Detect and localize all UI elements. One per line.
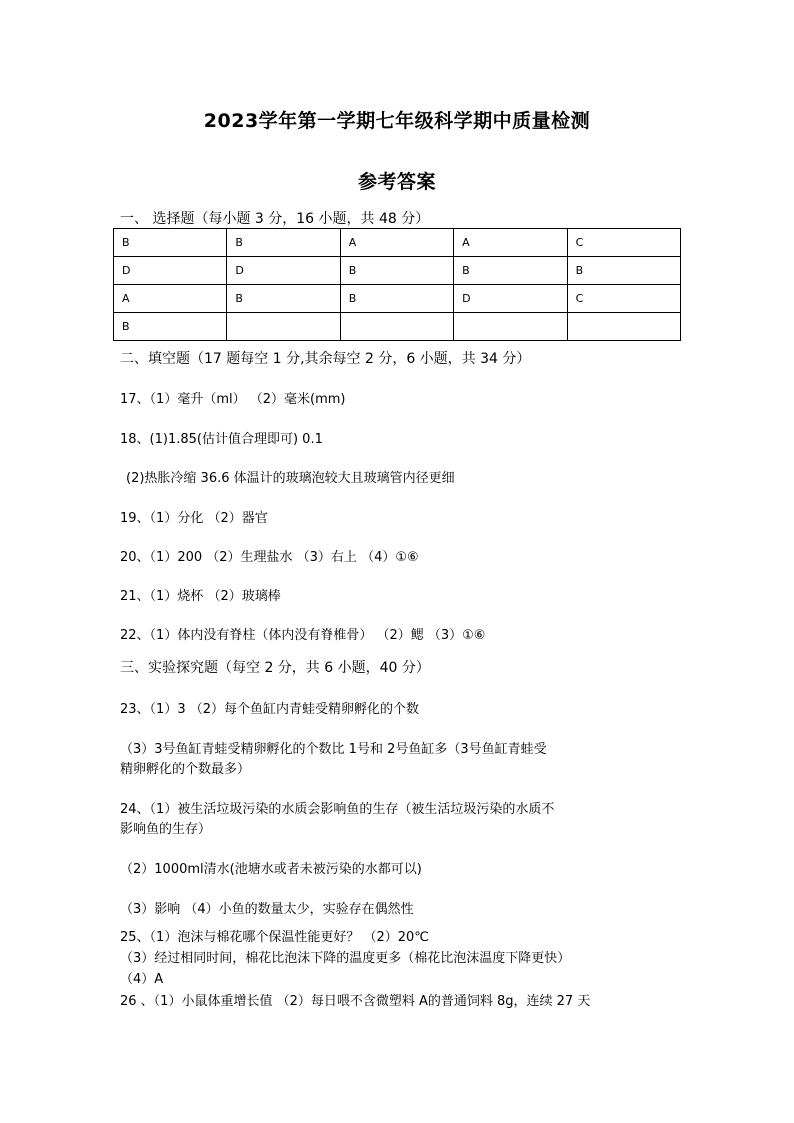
table-cell [454, 313, 567, 341]
table-cell [227, 313, 340, 341]
table-cell: B [227, 229, 340, 257]
answer-line-26: 26 、（1）小鼠体重增长值 （2）每日喂不含微塑料 A的普通饲料 8g，连续 27 天 [120, 994, 591, 1009]
answer-line-18b: (2)热胀冷缩 36.6 体温计的玻璃泡较大且玻璃管内径更细 [126, 471, 455, 486]
answer-line-24b: （2）1000ml清水(池塘水或者未被污染的水都可以) [120, 862, 422, 877]
section3-heading: 三、实验探究题（每空 2 分，共 6 小题，40 分） [120, 660, 430, 676]
table-cell: B [227, 285, 340, 313]
table-cell: C [567, 285, 680, 313]
answer-line-19: 19、（1）分化 （2）器官 [120, 511, 268, 526]
table-cell: A [340, 229, 453, 257]
table-cell: B [340, 285, 453, 313]
table-cell [340, 313, 453, 341]
section1-heading: 一、 选择题（每小题 3 分，16 小题，共 48 分） [120, 211, 430, 227]
answer-line-24a-1: 24、（1）被生活垃圾污染的水质会影响鱼的生存（被生活垃圾污染的水质不 [120, 802, 555, 817]
table-row [114, 229, 681, 257]
answer-line-24a-2: 影响鱼的生存） [120, 822, 212, 837]
answer-line-25c: （4）A [120, 972, 164, 987]
table-row [114, 257, 681, 285]
table-cell: B [114, 313, 227, 341]
document-title: 2023学年第一学期七年级科学期中质量检测 [203, 110, 591, 132]
answer-line-23a: 23、（1）3 （2）每个鱼缸内青蛙受精卵孵化的个数 [120, 702, 419, 717]
answer-line-23b-1: （3）3号鱼缸青蛙受精卵孵化的个数比 1号和 2号鱼缸多（3号鱼缸青蛙受 [120, 742, 547, 757]
answer-line-17: 17、（1）毫升（ml） （2）毫米(mm) [120, 392, 346, 407]
table-cell: B [454, 257, 567, 285]
answer-line-25b: （3）经过相同时间，棉花比泡沫下降的温度更多（棉花比泡沫温度下降更快） [120, 951, 571, 966]
table-cell: D [454, 285, 567, 313]
table-cell: D [227, 257, 340, 285]
table-cell: A [454, 229, 567, 257]
answer-line-25a: 25、（1）泡沫与棉花哪个保温性能更好？ （2）20℃ [120, 930, 429, 945]
answer-line-24c: （3）影响 （4）小鱼的数量太少，实验存在偶然性 [120, 902, 414, 917]
table-cell [567, 313, 680, 341]
answer-line-20: 20、（1）200 （2）生理盐水 （3）右上 （4）①⑥ [120, 550, 419, 565]
answer-table [113, 228, 681, 341]
table-cell: A [114, 285, 227, 313]
table-row [114, 313, 681, 341]
table-cell: B [567, 257, 680, 285]
table-cell: B [114, 229, 227, 257]
table-row [114, 285, 681, 313]
answer-line-18a: 18、(1)1.85(估计值合理即可) 0.1 [120, 432, 323, 447]
table-cell: D [114, 257, 227, 285]
answer-line-21: 21、（1）烧杯 （2）玻璃棒 [120, 589, 281, 604]
document-subtitle: 参考答案 [357, 171, 436, 193]
answer-line-22: 22、（1）体内没有脊柱（体内没有脊椎骨） （2）鳃 （3）①⑥ [120, 628, 486, 643]
section2-heading: 二、填空题（17 题每空 1 分,其余每空 2 分，6 小题，共 34 分） [120, 351, 531, 367]
table-cell: B [340, 257, 453, 285]
table-cell: C [567, 229, 680, 257]
answer-line-23b-2: 精卵孵化的个数最多） [120, 762, 251, 777]
